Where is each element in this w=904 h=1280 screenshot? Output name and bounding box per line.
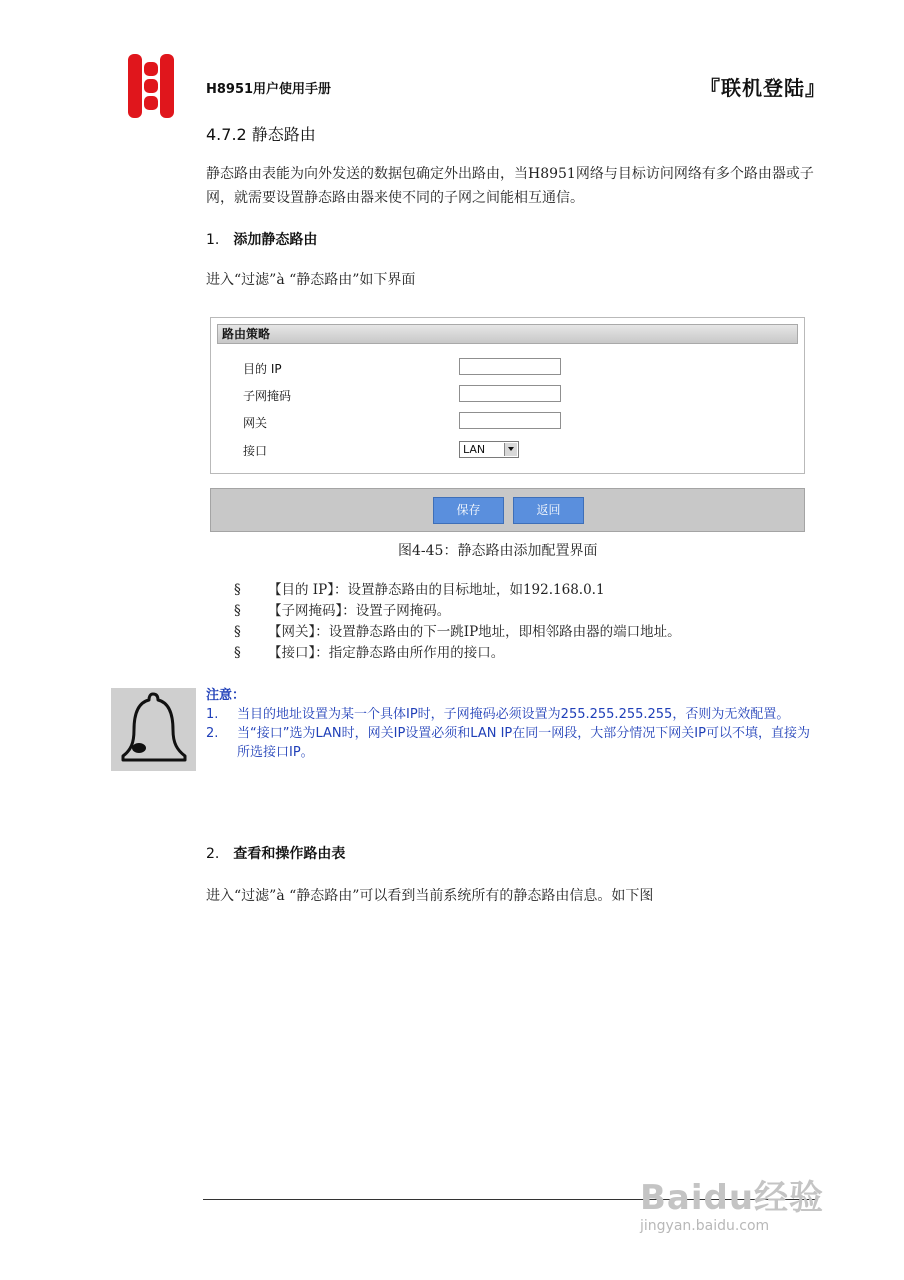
note-number: 2.: [206, 726, 219, 741]
note-text: 当目的地址设置为某一个具体IP时，子网掩码必须设置为255.255.255.255，否则为无效配置。: [237, 707, 790, 722]
bullet-text: 【目的 IP】：设置静态路由的目标地址，如192.168.0.1: [268, 582, 605, 598]
note-title: 注意：: [206, 688, 246, 703]
bullet-text: 【接口】：指定静态路由所作用的接口。: [268, 645, 505, 661]
gateway-label: 网关: [243, 416, 268, 430]
list-item: [234, 643, 681, 664]
list-item: [234, 622, 681, 643]
bullet-text: 【网关】：设置静态路由的下一跳IP地址，即相邻路由器的端口地址。: [268, 624, 681, 640]
chevron-down-icon[interactable]: [504, 443, 517, 456]
subsection-view-title: [206, 843, 345, 863]
bullet-text: 【子网掩码】：设置子网掩码。: [268, 603, 451, 619]
watermark-logo: Baidu经验: [640, 1178, 825, 1218]
bullet-mark: §: [234, 603, 241, 619]
subsection-number: 1.: [206, 232, 220, 248]
interface-label: 接口: [243, 444, 268, 458]
save-button[interactable]: 保存: [433, 497, 504, 524]
subsection-number: 2.: [206, 846, 220, 862]
bullet-mark: §: [234, 624, 241, 640]
figure-caption: 图4-45：静态路由添加配置界面: [398, 543, 598, 559]
subnet-mask-label: 子网掩码: [243, 389, 292, 403]
dest-ip-input[interactable]: [459, 358, 561, 375]
manual-title: H8951用户使用手册: [206, 82, 332, 97]
section-title: 4.7.2 静态路由: [206, 125, 316, 144]
navigation-instruction: 进入“过滤”à “静态路由”如下界面: [206, 272, 416, 288]
h-logo-icon: [126, 52, 176, 120]
panel-header: 路由策略: [217, 324, 798, 344]
note-item: [206, 705, 818, 724]
dest-ip-label: 目的 IP: [243, 362, 282, 376]
list-item: [234, 580, 681, 601]
navigation-instruction: 进入“过滤”à “静态路由”可以看到当前系统所有的静态路由信息。如下图: [206, 888, 654, 904]
button-bar: [210, 488, 805, 532]
note-number: 1.: [206, 707, 219, 722]
field-description-list: [234, 580, 681, 664]
note-text: 当“接口”选为LAN时，网关IP设置必须和LAN IP在同一网段，大部分情况下网关IP可以不填，直接为所选接口IP。: [237, 726, 810, 760]
note-item: [206, 724, 818, 762]
route-policy-panel: [210, 317, 805, 474]
subsection-label: 添加静态路由: [233, 232, 318, 248]
bell-icon: [111, 688, 196, 771]
intro-paragraph: 静态路由表能为向外发送的数据包确定外出路由，当H8951网络与目标访问网络有多个路由器或子网，就需要设置静态路由器来使不同的子网之间能相互通信。: [206, 166, 814, 206]
bullet-mark: §: [234, 645, 241, 661]
subsection-add-title: [206, 229, 317, 249]
interface-select[interactable]: [459, 441, 519, 458]
interface-selected-value: LAN: [463, 443, 486, 456]
bullet-mark: §: [234, 582, 241, 598]
watermark-url: jingyan.baidu.com: [640, 1218, 770, 1234]
subsection-label: 查看和操作路由表: [233, 846, 346, 862]
gateway-input[interactable]: [459, 412, 561, 429]
subnet-mask-input[interactable]: [459, 385, 561, 402]
chapter-title: 『联机登陆』: [700, 76, 826, 100]
note-box: [206, 686, 818, 762]
list-item: [234, 601, 681, 622]
back-button[interactable]: 返回: [513, 497, 584, 524]
